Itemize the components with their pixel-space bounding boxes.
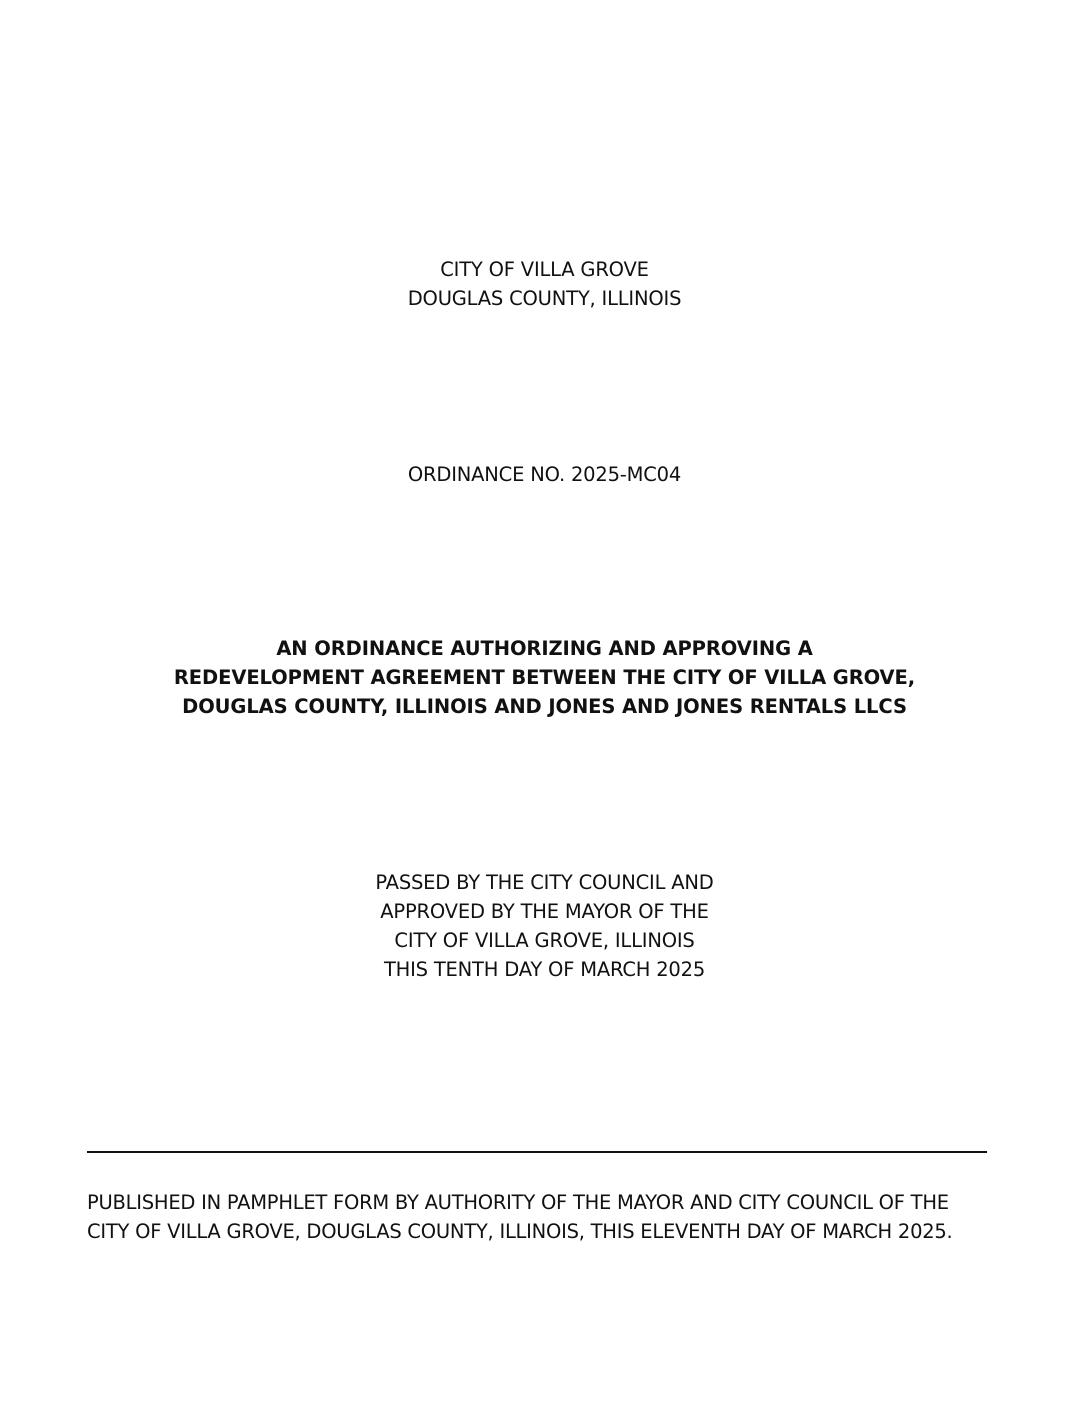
publication-line-2: CITY OF VILLA GROVE, DOUGLAS COUNTY, ILLINOIS, THIS ELEVENTH DAY OF MARCH 2025. (87, 1220, 953, 1243)
passage-line-2: APPROVED BY THE MAYOR OF THE (380, 900, 709, 923)
municipality-header (0, 255, 1089, 313)
city-name: CITY OF VILLA GROVE (440, 258, 649, 281)
passage-line-1: PASSED BY THE CITY COUNCIL AND (375, 871, 714, 894)
passage-line-4: THIS TENTH DAY OF MARCH 2025 (383, 958, 706, 981)
title-line-3: DOUGLAS COUNTY, ILLINOIS AND JONES AND JONES RENTALS LLCS (182, 695, 907, 718)
divider-rule (87, 1151, 987, 1153)
ordinance-number-block (0, 460, 1089, 489)
ordinance-number: ORDINANCE NO. 2025-MC04 (407, 463, 682, 486)
county-state: DOUGLAS COUNTY, ILLINOIS (407, 287, 682, 310)
ordinance-title (0, 634, 1089, 721)
passage-line-3: CITY OF VILLA GROVE, ILLINOIS (394, 929, 695, 952)
title-line-1: AN ORDINANCE AUTHORIZING AND APPROVING A (276, 637, 813, 660)
passage-statement (0, 868, 1089, 984)
publication-statement (87, 1188, 992, 1246)
publication-line-1: PUBLISHED IN PAMPHLET FORM BY AUTHORITY OF THE MAYOR AND CITY COUNCIL OF THE (87, 1191, 949, 1214)
title-line-2: REDEVELOPMENT AGREEMENT BETWEEN THE CITY OF VILLA GROVE, (173, 666, 916, 689)
